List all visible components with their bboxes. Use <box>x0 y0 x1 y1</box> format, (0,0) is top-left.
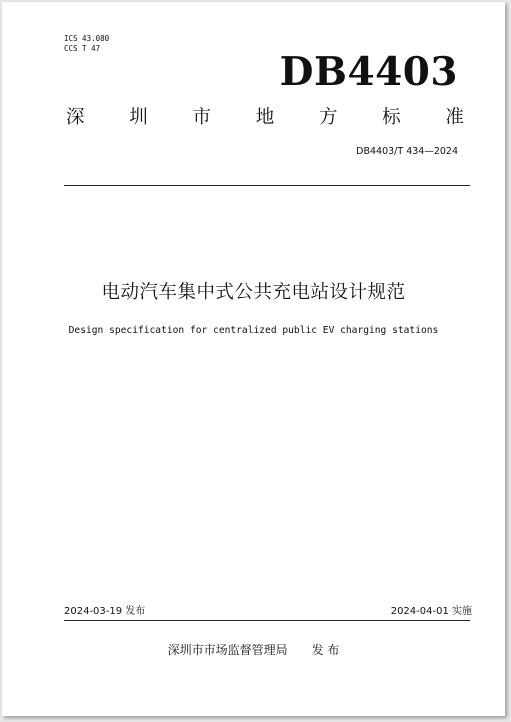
title-chinese: 电动汽车集中式公共充电站设计规范 <box>101 282 406 303</box>
standard-type <box>66 106 464 130</box>
issuer-line <box>2 642 505 658</box>
standard-code: DB4403 <box>279 49 458 95</box>
implement-date: 2024-04-01 实施 <box>390 606 472 617</box>
bottom-divider <box>64 620 470 621</box>
ccs-code: CCS T 47 <box>64 44 101 53</box>
standard-type-char: 准 <box>445 107 464 128</box>
standard-type-char: 圳 <box>129 107 148 128</box>
ics-code: ICS 43.080 <box>64 34 110 43</box>
classification-codes <box>64 34 109 54</box>
top-divider <box>64 185 470 186</box>
title-english: Design specification for centralized public EV charging stations <box>68 325 439 336</box>
standard-number: DB4403/T 434—2024 <box>356 146 458 157</box>
standard-type-char: 地 <box>255 107 275 128</box>
document-page <box>2 2 505 716</box>
standard-type-char: 方 <box>318 107 338 128</box>
standard-type-char: 标 <box>382 107 401 128</box>
standard-type-char: 市 <box>192 107 211 128</box>
standard-type-char: 深 <box>66 107 85 128</box>
issue-word: 发 布 <box>311 643 340 657</box>
issuer-name: 深圳市市场监督管理局 <box>167 643 288 657</box>
publish-date: 2024-03-19 发布 <box>64 606 146 617</box>
